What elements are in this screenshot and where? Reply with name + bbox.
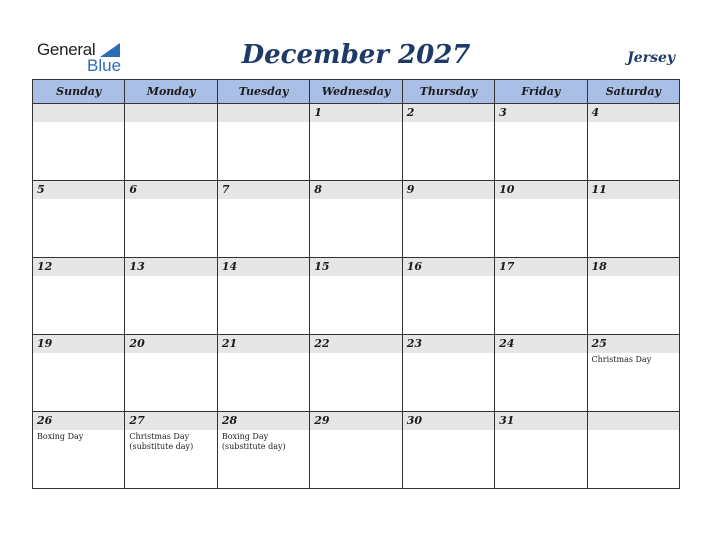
day-cell [217,181,309,258]
day-number-bar [588,104,679,122]
day-cell [587,412,679,489]
day-cell [402,335,494,412]
day-number: 9 [406,183,415,196]
day-number-bar [218,335,309,353]
holiday-label [218,353,309,355]
day-cell [402,258,494,335]
day-number: 5 [37,183,45,196]
weekday-header: Friday [495,80,587,104]
holiday-label [588,199,679,201]
holiday-label [588,276,679,278]
day-cell [495,412,587,489]
weekday-header: Thursday [402,80,494,104]
day-number: 13 [129,260,145,273]
day-number-bar [125,335,216,353]
day-number: 1 [314,106,322,119]
day-number-bar [218,104,309,122]
day-number-bar [33,412,124,430]
day-number-bar [495,258,586,276]
holiday-label [125,276,216,278]
day-number: 18 [591,260,607,273]
day-number: 3 [499,106,507,119]
holiday-label [310,353,401,355]
day-number-bar [403,258,494,276]
day-number-bar [403,181,494,199]
weekday-header: Monday [125,80,217,104]
holiday-label [125,353,216,355]
day-cell [310,258,402,335]
day-number: 14 [221,260,238,273]
day-number-bar [33,104,124,122]
day-number-bar [218,181,309,199]
day-cell [33,412,125,489]
day-cell [310,335,402,412]
day-number-bar [495,104,586,122]
day-number-bar [588,181,679,199]
holiday-label: Boxing Day [37,432,84,441]
day-number-bar [310,412,401,430]
holiday-label [310,276,401,278]
holiday-label: Christmas Day (substitute day) [129,432,194,451]
logo-word-blue: Blue [87,56,122,75]
day-cell [587,104,679,181]
day-number: 7 [221,183,230,196]
day-number: 11 [591,183,607,196]
weekday-header: Sunday [33,80,125,104]
day-number: 25 [591,337,607,350]
day-cell [217,104,309,181]
day-cell [33,104,125,181]
day-number-bar [125,181,216,199]
holiday-label [495,122,586,124]
day-number-bar [310,335,401,353]
day-number-bar [310,181,401,199]
holiday-label [310,199,401,201]
day-cell [587,335,679,412]
day-number: 29 [314,414,330,427]
calendar-grid [32,79,680,489]
holiday-label [403,276,494,278]
day-number: 20 [129,337,145,350]
day-cell [125,104,217,181]
day-number: 15 [314,260,330,273]
day-number-bar [218,412,309,430]
page-title: December 2027 [241,40,471,70]
day-number-bar [33,335,124,353]
day-number: 16 [406,260,422,273]
holiday-label [33,199,124,201]
day-number-bar [495,335,586,353]
day-cell [310,104,402,181]
day-number-bar [125,258,216,276]
day-number: 10 [499,183,515,196]
weekday-header: Saturday [587,80,679,104]
day-cell [402,181,494,258]
day-number-bar [125,104,216,122]
day-number-bar [495,412,586,430]
holiday-label [495,430,586,432]
day-number: 2 [406,106,415,119]
holiday-label [310,430,401,432]
day-cell [217,335,309,412]
holiday-label [588,430,679,432]
week-row [33,104,680,181]
day-cell [217,258,309,335]
day-number: 6 [129,183,138,196]
day-number-bar [218,258,309,276]
holiday-label [403,353,494,355]
day-cell [495,258,587,335]
holiday-label [403,199,494,201]
day-number-bar [33,258,124,276]
day-cell [33,335,125,412]
day-cell [33,181,125,258]
day-cell [125,412,217,489]
day-number: 8 [314,183,322,196]
day-number: 23 [406,337,422,350]
day-cell [310,181,402,258]
day-number: 30 [406,414,422,427]
holiday-label [218,199,309,201]
day-number-bar [495,181,586,199]
holiday-label: Christmas Day [591,355,652,364]
region-label: Jersey [627,50,675,66]
day-number: 4 [591,106,600,119]
day-cell [402,412,494,489]
holiday-label [403,430,494,432]
holiday-label [310,122,401,124]
day-cell [587,181,679,258]
day-cell [495,104,587,181]
holiday-label [33,122,124,124]
day-number: 24 [499,337,515,350]
day-cell [402,104,494,181]
holiday-label [495,276,586,278]
holiday-label [125,122,216,124]
week-row [33,412,680,489]
day-number: 22 [314,337,330,350]
weekday-header: Wednesday [310,80,402,104]
week-row [33,181,680,258]
day-cell [125,335,217,412]
day-cell [125,258,217,335]
day-cell [125,181,217,258]
day-number-bar [403,335,494,353]
day-number-bar [125,412,216,430]
day-cell [33,258,125,335]
day-number: 17 [499,260,515,273]
day-number: 31 [499,414,515,427]
day-number-bar [310,258,401,276]
week-row [33,258,680,335]
day-cell [495,335,587,412]
day-number-bar [588,335,679,353]
holiday-label [588,122,679,124]
holiday-label: Boxing Day (substitute day) [221,432,286,451]
holiday-label [125,199,216,201]
day-number-bar [33,181,124,199]
day-number-bar [403,412,494,430]
day-number: 26 [37,414,53,427]
day-cell [217,412,309,489]
day-number-bar [588,258,679,276]
holiday-label [33,276,124,278]
day-cell [587,258,679,335]
day-cell [495,181,587,258]
holiday-label [218,122,309,124]
day-number: 12 [37,260,53,273]
holiday-label [33,353,124,355]
holiday-label [218,276,309,278]
holiday-label [403,122,494,124]
day-number: 21 [221,337,238,350]
week-row [33,335,680,412]
weekday-header: Tuesday [217,80,309,104]
day-number: 27 [129,414,145,427]
day-number-bar [403,104,494,122]
logo-word-general: General [37,40,96,59]
holiday-label [495,353,586,355]
day-number: 19 [37,337,53,350]
weekday-header-row [33,80,680,104]
day-number: 28 [221,414,238,427]
holiday-label [495,199,586,201]
day-cell [310,412,402,489]
day-number-bar [310,104,401,122]
day-number-bar [588,412,679,430]
